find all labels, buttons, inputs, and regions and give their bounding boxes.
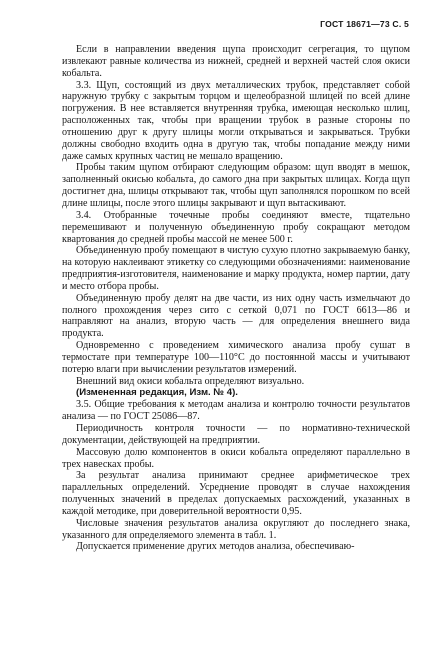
paragraph: Объединенную пробу делят на две части, из них одну часть измельчают до полного прохождения через сито с сеткой 0,071 по ГОСТ 6613—86 и направляют на анализ, вторую часть — для определения внешнего вида продукта. bbox=[62, 292, 410, 340]
paragraph: Если в направлении введения щупа происходит сегрегация, то щупом извлекают равные количества из нижней, средней и верхней частей слоя окиси кобальта. bbox=[62, 44, 410, 79]
paragraph: Одновременно с проведением химического анализа пробу сушат в термостате при температуре 100—110°С до постоянной массы и учитывают потерю влаги при вычислении результатов измерений. bbox=[62, 340, 410, 375]
paragraph: Объединенную пробу помещают в чистую сухую плотно закрываемую банку, на которую наклеивают этикетку со следующими обозначениями: наименование предприятия-изготовителя, наименование и марку продукта, номер партии, дату и место отбора пробы. bbox=[62, 245, 410, 292]
paragraph: Внешний вид окиси кобальта определяют визуально. bbox=[76, 375, 305, 387]
paragraph: Допускается применение других методов анализа, обеспечиваю- bbox=[76, 541, 355, 553]
document-body bbox=[62, 44, 410, 553]
page-header: ГОСТ 18671—73 С. 5 bbox=[320, 19, 409, 29]
paragraph: Периодичность контроля точности — по нормативно-технической документации, действующей на предприятии. bbox=[62, 423, 410, 446]
paragraph: Массовую долю компонентов в окиси кобальта определяют параллельно в трех навесках пробы. bbox=[62, 446, 410, 470]
paragraph: 3.4. Отобранные точечные пробы соединяют вместе, тщательно перемешивают и полученную объединенную пробу сокращают методом квартования до средней пробы массой не менее 500 г. bbox=[62, 209, 410, 245]
paragraph: Числовые значения результатов анализа округляют до последнего знака, указанного для определяемого элемента в табл. 1. bbox=[62, 517, 410, 541]
paragraph: За результат анализа принимают среднее арифметическое трех параллельных определений. Усреднение проводят в случае нахождения полученных значений в пределах допускаемых расхождений, указанных в каждой методике, при доверительной вероятности 0,95. bbox=[62, 470, 410, 517]
paragraph: Пробы таким щупом отбирают следующим образом: щуп вводят в мешок, заполненный окисью кобальта, до самого дна при закрытых шлицах. Когда щуп достигнет дна, шлицы открывают так, чтобы щуп заполнялся порошком по всей длине шлицы, после этого шлицы закрывают и щуп вытаскивают. bbox=[62, 162, 410, 209]
paragraph: 3.5. Общие требования к методам анализа и контролю точности результатов анализа — по ГОСТ 25086—87. bbox=[62, 399, 410, 423]
amendment-note: (Измененная редакция, Изм. № 4). bbox=[76, 387, 238, 399]
paragraph: 3.3. Щуп, состоящий из двух металлических трубок, представляет собой наружную трубку с закрытым торцом и щелеобразной шлицей по всей длине погружения. В нее вставляется внутренняя трубка, имеющая несколько шлиц, расположенных так, чтобы при вращении трубок в разные стороны по отношению друг к другу шлицы могли открываться и закрываться. Трубки должны свободно входить одна в другую так, чтобы попадание между ними даже самых крупных частиц не мешало вращению. bbox=[62, 79, 410, 162]
